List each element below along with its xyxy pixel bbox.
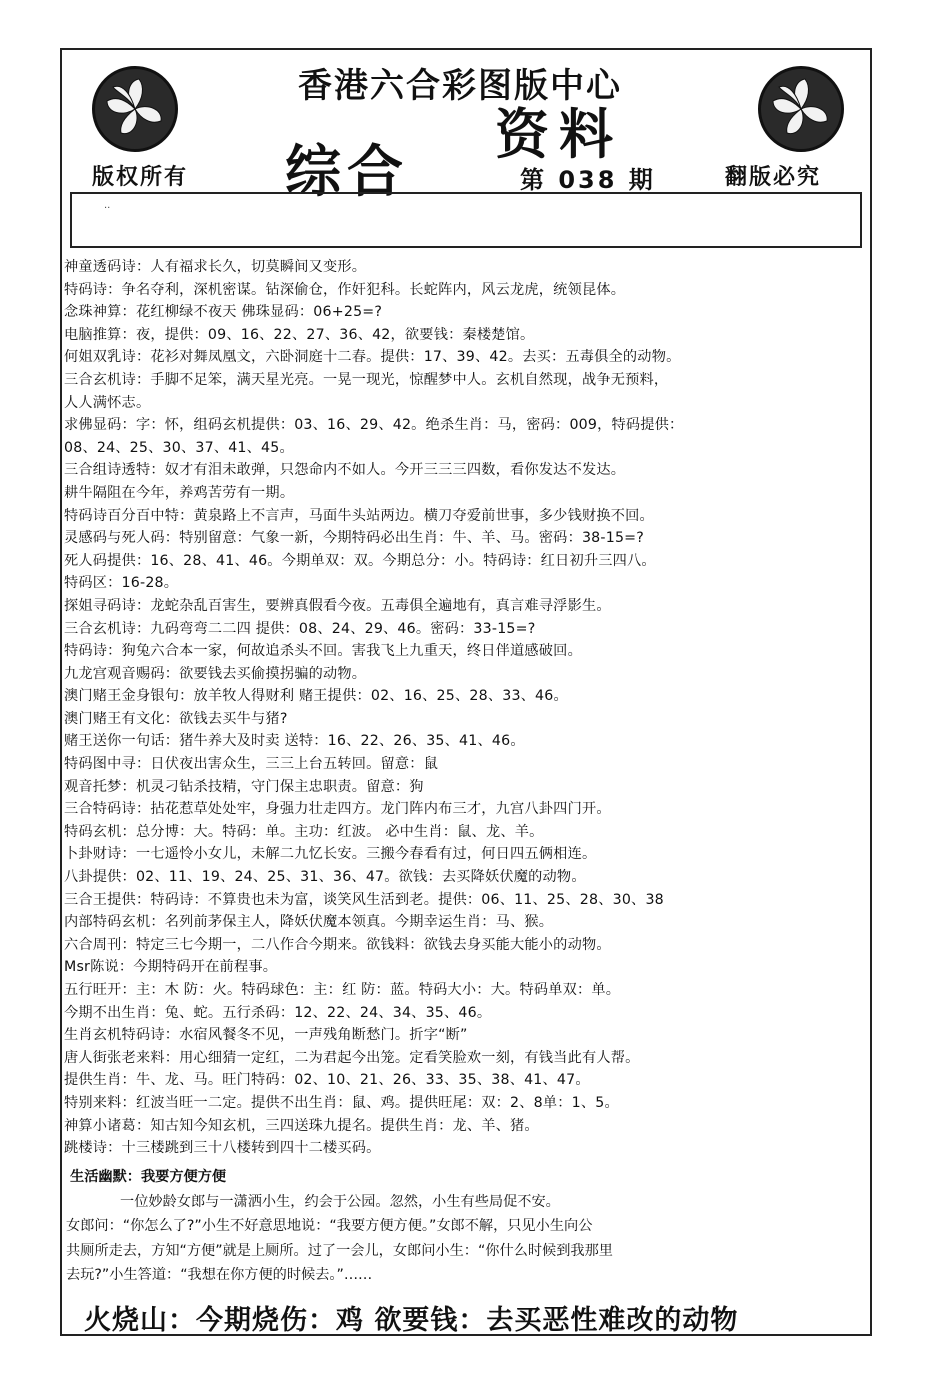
big-title-zonghe: 综合: [285, 139, 409, 205]
tip-line: 特别来料：红波当旺一二定。提供不出生肖：鼠、鸡。提供旺尾：双：2、8单：1、5。: [64, 1094, 619, 1111]
tip-line: Msr陈说：今期特码开在前程事。: [64, 959, 278, 976]
tip-line: 耕牛隔阻在今年，养鸡苦劳有一期。: [64, 484, 295, 501]
footer-banner: 火烧山：今期烧伤：鸡 欲要钱：去买恶性难改的动物: [84, 1305, 739, 1336]
tip-line: 神算小诸葛：知古知今知玄机，三四送珠九提名。提供生肖：龙、羊、猪。: [64, 1117, 539, 1134]
tip-line: 澳门赌王金身银句：放羊牧人得财利 赌王提供：02、16、25、28、33、46。: [64, 688, 568, 705]
no-reprint-label: 翻版必究: [725, 165, 822, 190]
big-title-ziliao: 资料: [495, 102, 623, 166]
tip-line: 唐人街张老来料：用心细猜一定红，二为君起今出笼。定看笑脸欢一刻，有钱当此有人帮。: [64, 1049, 640, 1066]
tip-line: 跳楼诗：十三楼跳到三十八楼转到四十二楼买码。: [64, 1140, 381, 1157]
tip-line: 八卦提供：02、11、19、24、25、31、36、47。欲钱：去买降妖伏魔的动物。: [64, 869, 586, 886]
tip-line: 何姐双乳诗：花衫对舞凤凰文，六卧洞庭十二春。提供：17、39、42。去买：五毒俱全的动物。: [64, 349, 681, 366]
tip-line: 死人码提供：16、28、41、46。今期单双：双。今期总分：小。特码诗：红日初升三四八。: [64, 552, 656, 569]
tip-line: 六合周刊：特定三七今期一，二八作合今期来。欲钱料：欲钱去身买能大能小的动物。: [64, 936, 611, 953]
tip-line: 卜卦财诗：一七遥怜小女儿，未解二九忆长安。三搬今春看有过，何日四五俩相连。: [64, 846, 597, 863]
tip-line: 九龙宫观音赐码：欲要钱去买偷摸拐骗的动物。: [64, 665, 367, 682]
tip-line: 今期不出生肖：兔、蛇。五行杀码：12、22、24、34、35、46。: [64, 1004, 492, 1021]
notice-text: ..: [104, 200, 111, 211]
tip-line: 提供生肖：牛、龙、马。旺门特码：02、10、21、26、33、35、38、41、47。: [64, 1072, 590, 1089]
tip-line: 求佛显码：字：怀，组码玄机提供：03、16、29、42。绝杀生肖：马，密码：009，特码提供：: [64, 417, 684, 434]
humor-story: [66, 1165, 866, 1288]
story-paragraph: 一位妙龄女郎与一潇洒小生，约会于公园。忽然，小生有些局促不安。: [120, 1193, 560, 1210]
tip-line: 三合王提供：特码诗：不算贵也未为富，谈笑风生活到老。提供：06、11、25、28、30、38: [64, 891, 664, 908]
tip-line: 特码诗：狗兔六合本一家，何故追杀头不回。害我飞上九重天，终日伴道感破回。: [64, 643, 582, 660]
tip-line: 特码区：16-28。: [64, 575, 179, 592]
tip-line: 五行旺开：主：木 防：火。特码球色：主：红 防：蓝。特码大小：大。特码单双：单。: [64, 982, 621, 998]
tip-line: 三合特码诗：拈花惹草处处牢，身强力壮走四方。龙门阵内布三才，九宫八卦四门开。: [64, 801, 611, 818]
tip-line: 人人满怀志。: [64, 394, 151, 411]
tip-line: 灵感码与死人码：特别留意：气象一新，今期特码必出生肖：牛、羊、马。密码：38-15=?: [64, 530, 644, 547]
tip-line: 探姐寻码诗：龙蛇杂乱百害生，要辨真假看今夜。五毒俱全遍地有，真言难寻浮影生。: [64, 597, 611, 614]
tip-line: 特码诗：争名夺利，深机密谋。钻深偷仓，作奸犯科。长蛇阵内，风云龙虎，统领昆体。: [64, 281, 626, 298]
tip-line: 08、24、25、30、37、41、45。: [64, 439, 294, 456]
tip-line: 特码图中寻：日伏夜出害众生，三三上台五转回。留意：鼠: [64, 756, 439, 773]
tip-line: 特码玄机：总分博：大。特码：单。主功：红波。 必中生肖：鼠、龙、羊。: [64, 823, 544, 840]
story-title: 生活幽默：我要方便方便: [70, 1169, 227, 1185]
tip-line: 神童透码诗：人有福求长久，切莫瞬间又变形。: [64, 259, 367, 275]
tip-line: 观音托梦：机灵刁钻杀技精，守门保主忠职责。留意：狗: [64, 778, 424, 795]
tip-line: 澳门赌王有文化：欲钱去买牛与猪?: [64, 710, 288, 727]
page-header-title: 香港六合彩图版中心: [298, 66, 622, 106]
tip-line: 生肖玄机特码诗：水宿风餐冬不见，一声残角断愁门。折字“断”: [64, 1027, 468, 1044]
story-paragraph: 去玩?”小生答道：“我想在你方便的时候去。”……: [66, 1267, 373, 1283]
issue-number: 第 038 期: [520, 166, 656, 194]
tip-line: 三合玄机诗：九码弯弯二二四 提供：08、24、29、46。密码：33-15=?: [64, 620, 536, 637]
bauhinia-flower-icon: [92, 66, 178, 152]
tip-line: 念珠神算：花红柳绿不夜天 佛珠显码：06+25=?: [64, 304, 383, 321]
tip-line: 三合组诗透特：奴才有泪未敢弹，只怨命内不如人。今开三三三四数，看你发达不发达。: [64, 462, 626, 479]
tip-line: 电脑推算：夜，提供：09、16、22、27、36、42，欲要钱：秦楼楚馆。: [64, 326, 535, 343]
tips-list: [64, 256, 870, 1160]
tip-line: 三合玄机诗：手脚不足笨，满天星光亮。一晃一现光，惊醒梦中人。玄机自然现，战争无预料，: [64, 371, 669, 388]
story-paragraph: 共厕所走去，方知“方便”就是上厕所。过了一会儿，女郎问小生：“你什么时候到我那里: [66, 1242, 613, 1259]
bauhinia-flower-icon: [758, 66, 844, 152]
tip-line: 赌王送你一句话：猪牛养大及时卖 送特：16、22、26、35、41、46。: [64, 733, 525, 750]
tip-line: 特码诗百分百中特：黄泉路上不言声，马面牛头站两边。横刀夺爱前世事，多少钱财换不回。: [64, 507, 654, 524]
story-paragraph: 女郎问：“你怎么了?”小生不好意思地说：“我要方便方便。”女郎不解，只见小生向公: [66, 1218, 593, 1234]
tip-line: 内部特码玄机：名列前茅保主人，降妖伏魔本领真。今期幸运生肖：马、猴。: [64, 914, 554, 931]
copyright-label: 版权所有: [92, 165, 189, 190]
notice-box: [70, 192, 862, 248]
